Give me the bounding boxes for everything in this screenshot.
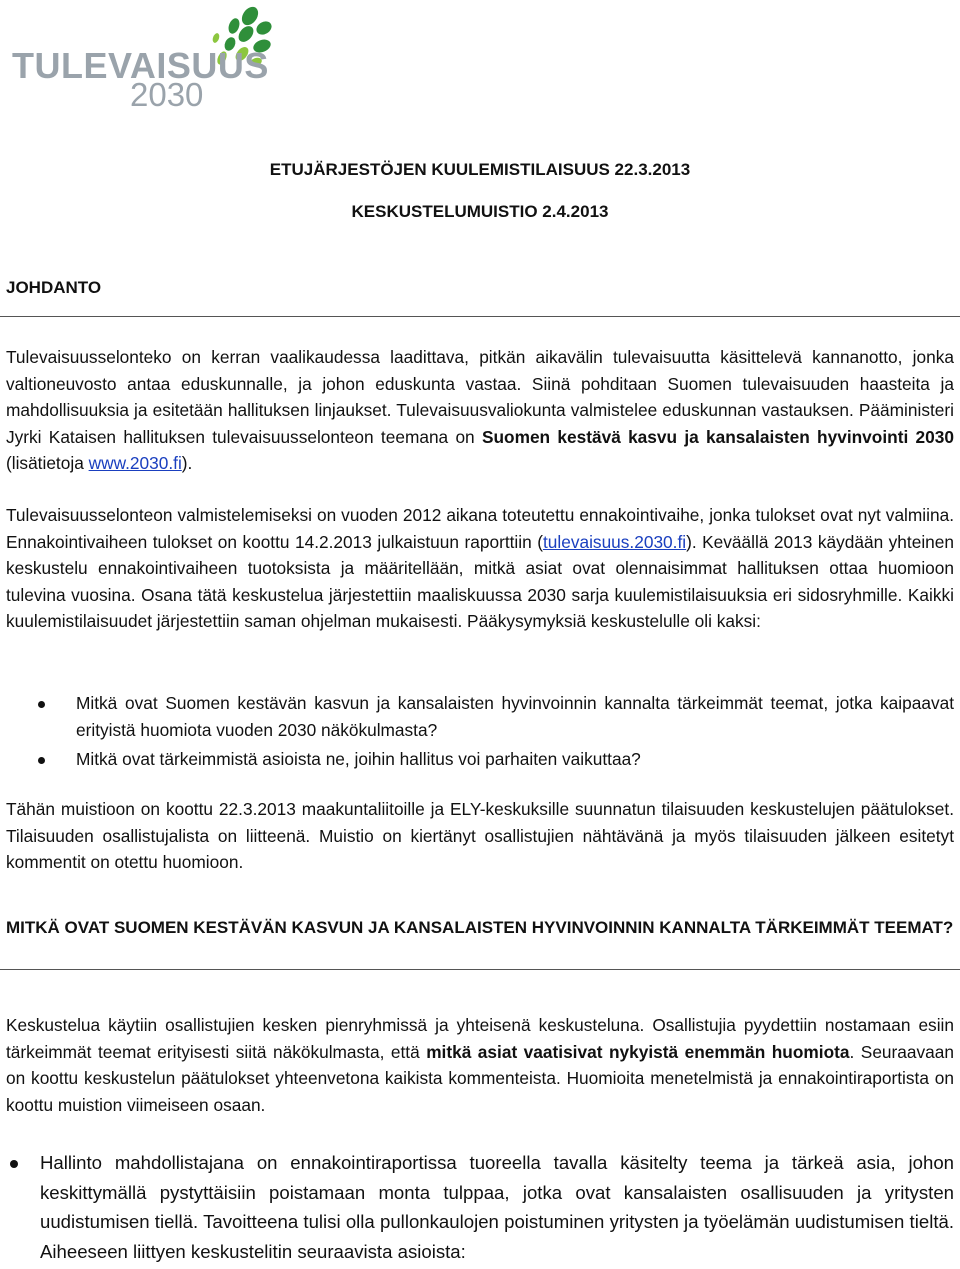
themes-list xyxy=(6,1148,954,1269)
intro-paragraph-2: Tulevaisuusselonteon valmistelemiseksi on vuoden 2012 aikana toteutettu ennakointivaihe, jonka tulokset ovat nyt valmiina. Ennakointivaiheen tulokset on koottu 14.2.2013 julkaistuun raporttiin (tulevaisuus.2030.fi). Keväällä 2013 käydään yhteinen keskustelu ennakointivaiheen tuotoksista ja määritellään, mitkä asiat ovat olennaisimmat hallituksen ottaa huomioon tulevina vuosina. Osana tätä keskustelua järjestettiin maaliskuussa 2030 sarja kuulemistilaisuuksia eri sidosryhmille. Kaikki kuulemistilaisuudet järjestettiin saman ohjelman mukaisesti. Pääkysymyksiä keskustelulle oli kaksi: xyxy=(6,505,954,632)
bullet-icon xyxy=(10,1160,18,1168)
logo-brand-text: TULEVAISUUS xyxy=(12,45,269,86)
logo xyxy=(6,4,276,113)
document-title: ETUJÄRJESTÖJEN KUULEMISTILAISUUS 22.3.2013 xyxy=(269,160,691,179)
bullet-icon xyxy=(38,701,45,708)
section-heading-themes: MITKÄ OVAT SUOMEN KESTÄVÄN KASVUN JA KANSALAISTEN HYVINVOINNIN KANNALTA TÄRKEIMMÄT TEEMAT? xyxy=(6,918,954,937)
list-item: Hallinto mahdollistajana on ennakointiraportissa tuoreella tavalla käsitelty teema ja tärkeä asia, johon keskittymällä pystyttäisiin poistamaan monta tulppaa, jotka ovat kansalaisten osallisuuden ja yritysten uudistumisen tiellä. Tavoitteena tulisi olla pullonkaulojen poistuminen yritysten ja työelämän uudistumisen tieltä. Aiheeseen liittyen keskustelitin seuraavista asioista: xyxy=(6,1148,954,1266)
divider xyxy=(0,316,960,317)
list-item: Mitkä ovat tärkeimmistä asioista ne, joihin hallitus voi parhaiten vaikuttaa? xyxy=(6,746,954,773)
section-heading-intro: JOHDANTO xyxy=(6,278,102,297)
emphasis-bold: mitkä asiat vaatisivat nykyistä enemmän huomiota xyxy=(426,1041,850,1062)
report-link[interactable]: tulevaisuus.2030.fi xyxy=(542,531,687,552)
website-link[interactable]: www.2030.fi xyxy=(88,453,182,474)
bullet-icon xyxy=(38,757,45,764)
divider xyxy=(0,969,960,970)
logo-year-text: 2030 xyxy=(130,76,204,113)
theme-bold: Suomen kestävä kasvu ja kansalaisten hyvinvointi 2030 xyxy=(481,426,954,447)
list-item: Mitkä ovat Suomen kestävän kasvun ja kansalaisten hyvinvoinnin kannalta tärkeimmät teemat, jotka kaipaavat erityistä huomiota vuoden 2030 näkökulmasta? xyxy=(6,690,954,743)
document-subtitle: KESKUSTELUMUISTIO 2.4.2013 xyxy=(351,202,609,221)
intro-paragraph-3: Tähän muistioon on koottu 22.3.2013 maakuntaliitoille ja ELY-keskuksille suunnatun tilaisuuden keskustelujen päätulokset. Tilaisuuden osallistujalista on liitteenä. Muistio on kiertänyt osallistujien nähtävänä ja myös tilaisuuden jälkeen esitetyt kommentit on otettu huomioon. xyxy=(6,799,954,873)
questions-list xyxy=(6,690,954,776)
themes-paragraph: Keskustelua käytiin osallistujien kesken pienryhmissä ja yhteisenä keskusteluna. Osallistujia pyydettiin nostamaan esiin tärkeimmät teemat erityisesti siitä näkökulmasta, että mitkä asiat vaatisivat nykyistä enemmän huomiota. Seuraavaan on koottu keskustelun päätulokset yhteenvetona kaikista kommenteista. Huomioita menetelmistä ja ennakointiraportista on koottu muistion viimeiseen osaan. xyxy=(6,1015,954,1115)
intro-paragraph-1: Tulevaisuusselonteko on kerran vaalikaudessa laadittava, pitkän aikavälin tulevaisuutta käsittelevä kannanotto, jonka valtioneuvosto antaa eduskunnalle, ja johon eduskunta vastaa. Siinä pohditaan Suomen tulevaisuuden haasteita ja mahdollisuuksia ja esitetään hallituksen linjaukset. Tulevaisuusvaliokunta valmistelee eduskunnan vastauksen. Pääministeri Jyrki Kataisen hallituksen tulevaisuusselonteon teemana on Suomen kestävä kasvu ja kansalaisten hyvinvointi 2030 (lisätietoja www.2030.fi). xyxy=(6,347,954,474)
